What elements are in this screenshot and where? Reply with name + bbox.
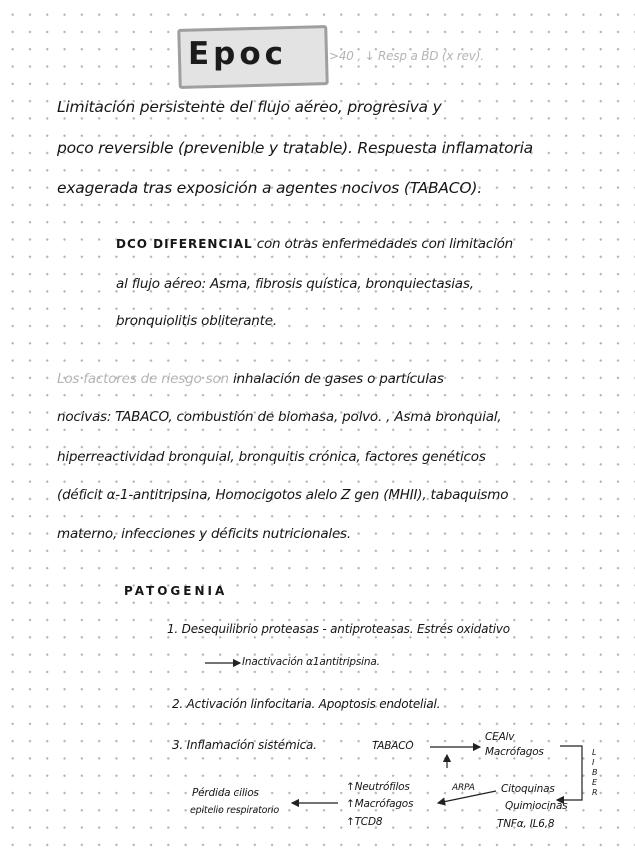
risk-line-5: materno, infecciones y déficits nutricionales. bbox=[57, 526, 351, 542]
differential-heading: DCO DIFERENCIAL bbox=[116, 237, 253, 251]
pathogenesis-item-1: 1. Desequilibrio proteasas - antiproteasas. Estrés oxidativo bbox=[167, 622, 510, 636]
diagram-arpa: ARPA bbox=[452, 783, 475, 793]
intro-line-2: poco reversible (prevenible y tratable). Respuesta inflamatoria bbox=[57, 139, 533, 157]
differential-line-2: al flujo aéreo: Asma, fibrosis quística, bronquiectasias, bbox=[116, 276, 474, 292]
differential-line-3: bronquiolitis obliterante. bbox=[116, 313, 277, 329]
intro-line-3: exagerada tras exposición a agentes nocivos (TABACO). bbox=[57, 179, 483, 197]
diagram-loss-2: epitelio respiratorio bbox=[190, 805, 279, 816]
risk-line-3: hiperreactividad bronquial, bronquitis crónica, factores genéticos bbox=[57, 449, 486, 465]
pathogenesis-heading: PATOGENIA bbox=[124, 584, 228, 598]
diagram-cells-2: Macrófagos bbox=[485, 746, 544, 758]
diagram-liber-2: B bbox=[592, 768, 598, 777]
diagram-tabaco: TABACO bbox=[372, 740, 414, 752]
pathogenesis-item-1-sub: Inactivación α1antitripsina. bbox=[242, 656, 380, 668]
diagram-quimiocinas: Quimiocinas bbox=[505, 800, 568, 812]
risk-line-1-rest: inhalación de gases o partículas bbox=[232, 371, 444, 387]
page-title: Epoc bbox=[188, 36, 288, 72]
diagram-liber-1: I bbox=[592, 758, 595, 767]
diagram-cells-1: CEAlv bbox=[485, 731, 515, 743]
risk-line-2: nocivas: TABACO, combustión de biomasa, polvo. , Asma bronquial, bbox=[57, 409, 502, 425]
diagram-liber-0: L bbox=[592, 748, 597, 757]
diagram-increase-2: ↑Macrófagos bbox=[346, 798, 414, 810]
differential-line-1-rest: con otras enfermedades con limitación bbox=[256, 236, 514, 252]
header-note: >40 , ↓ Resp a BD (x rev). bbox=[329, 49, 484, 63]
liber-bracket bbox=[557, 746, 582, 800]
cytokine-arrow bbox=[438, 791, 496, 803]
risk-line-4: (déficit α-1-antitripsina, Homocigotos alelo Z gen (MHII), tabaquismo bbox=[57, 487, 509, 503]
diagram-tnf: TNFα, IL6,8 bbox=[497, 818, 555, 830]
diagram-increase-1: ↑Neutrófilos bbox=[346, 781, 410, 793]
pathogenesis-item-2: 2. Activación linfocitaria. Apoptosis endotelial. bbox=[172, 697, 441, 711]
diagram-increase-3: ↑TCD8 bbox=[346, 816, 383, 828]
risk-lead: Los factores de riesgo son bbox=[57, 371, 229, 387]
diagram-liber-4: R bbox=[592, 788, 598, 797]
diagram-loss-1: Pérdida cilios bbox=[192, 787, 259, 799]
intro-line-1: Limitación persistente del flujo aéreo, progresiva y bbox=[57, 98, 442, 116]
pathogenesis-item-3: 3. Inflamación sistémica. bbox=[172, 738, 317, 752]
diagram-citoquinas: Citoquinas bbox=[501, 783, 555, 795]
diagram-liber-3: E bbox=[592, 778, 597, 787]
